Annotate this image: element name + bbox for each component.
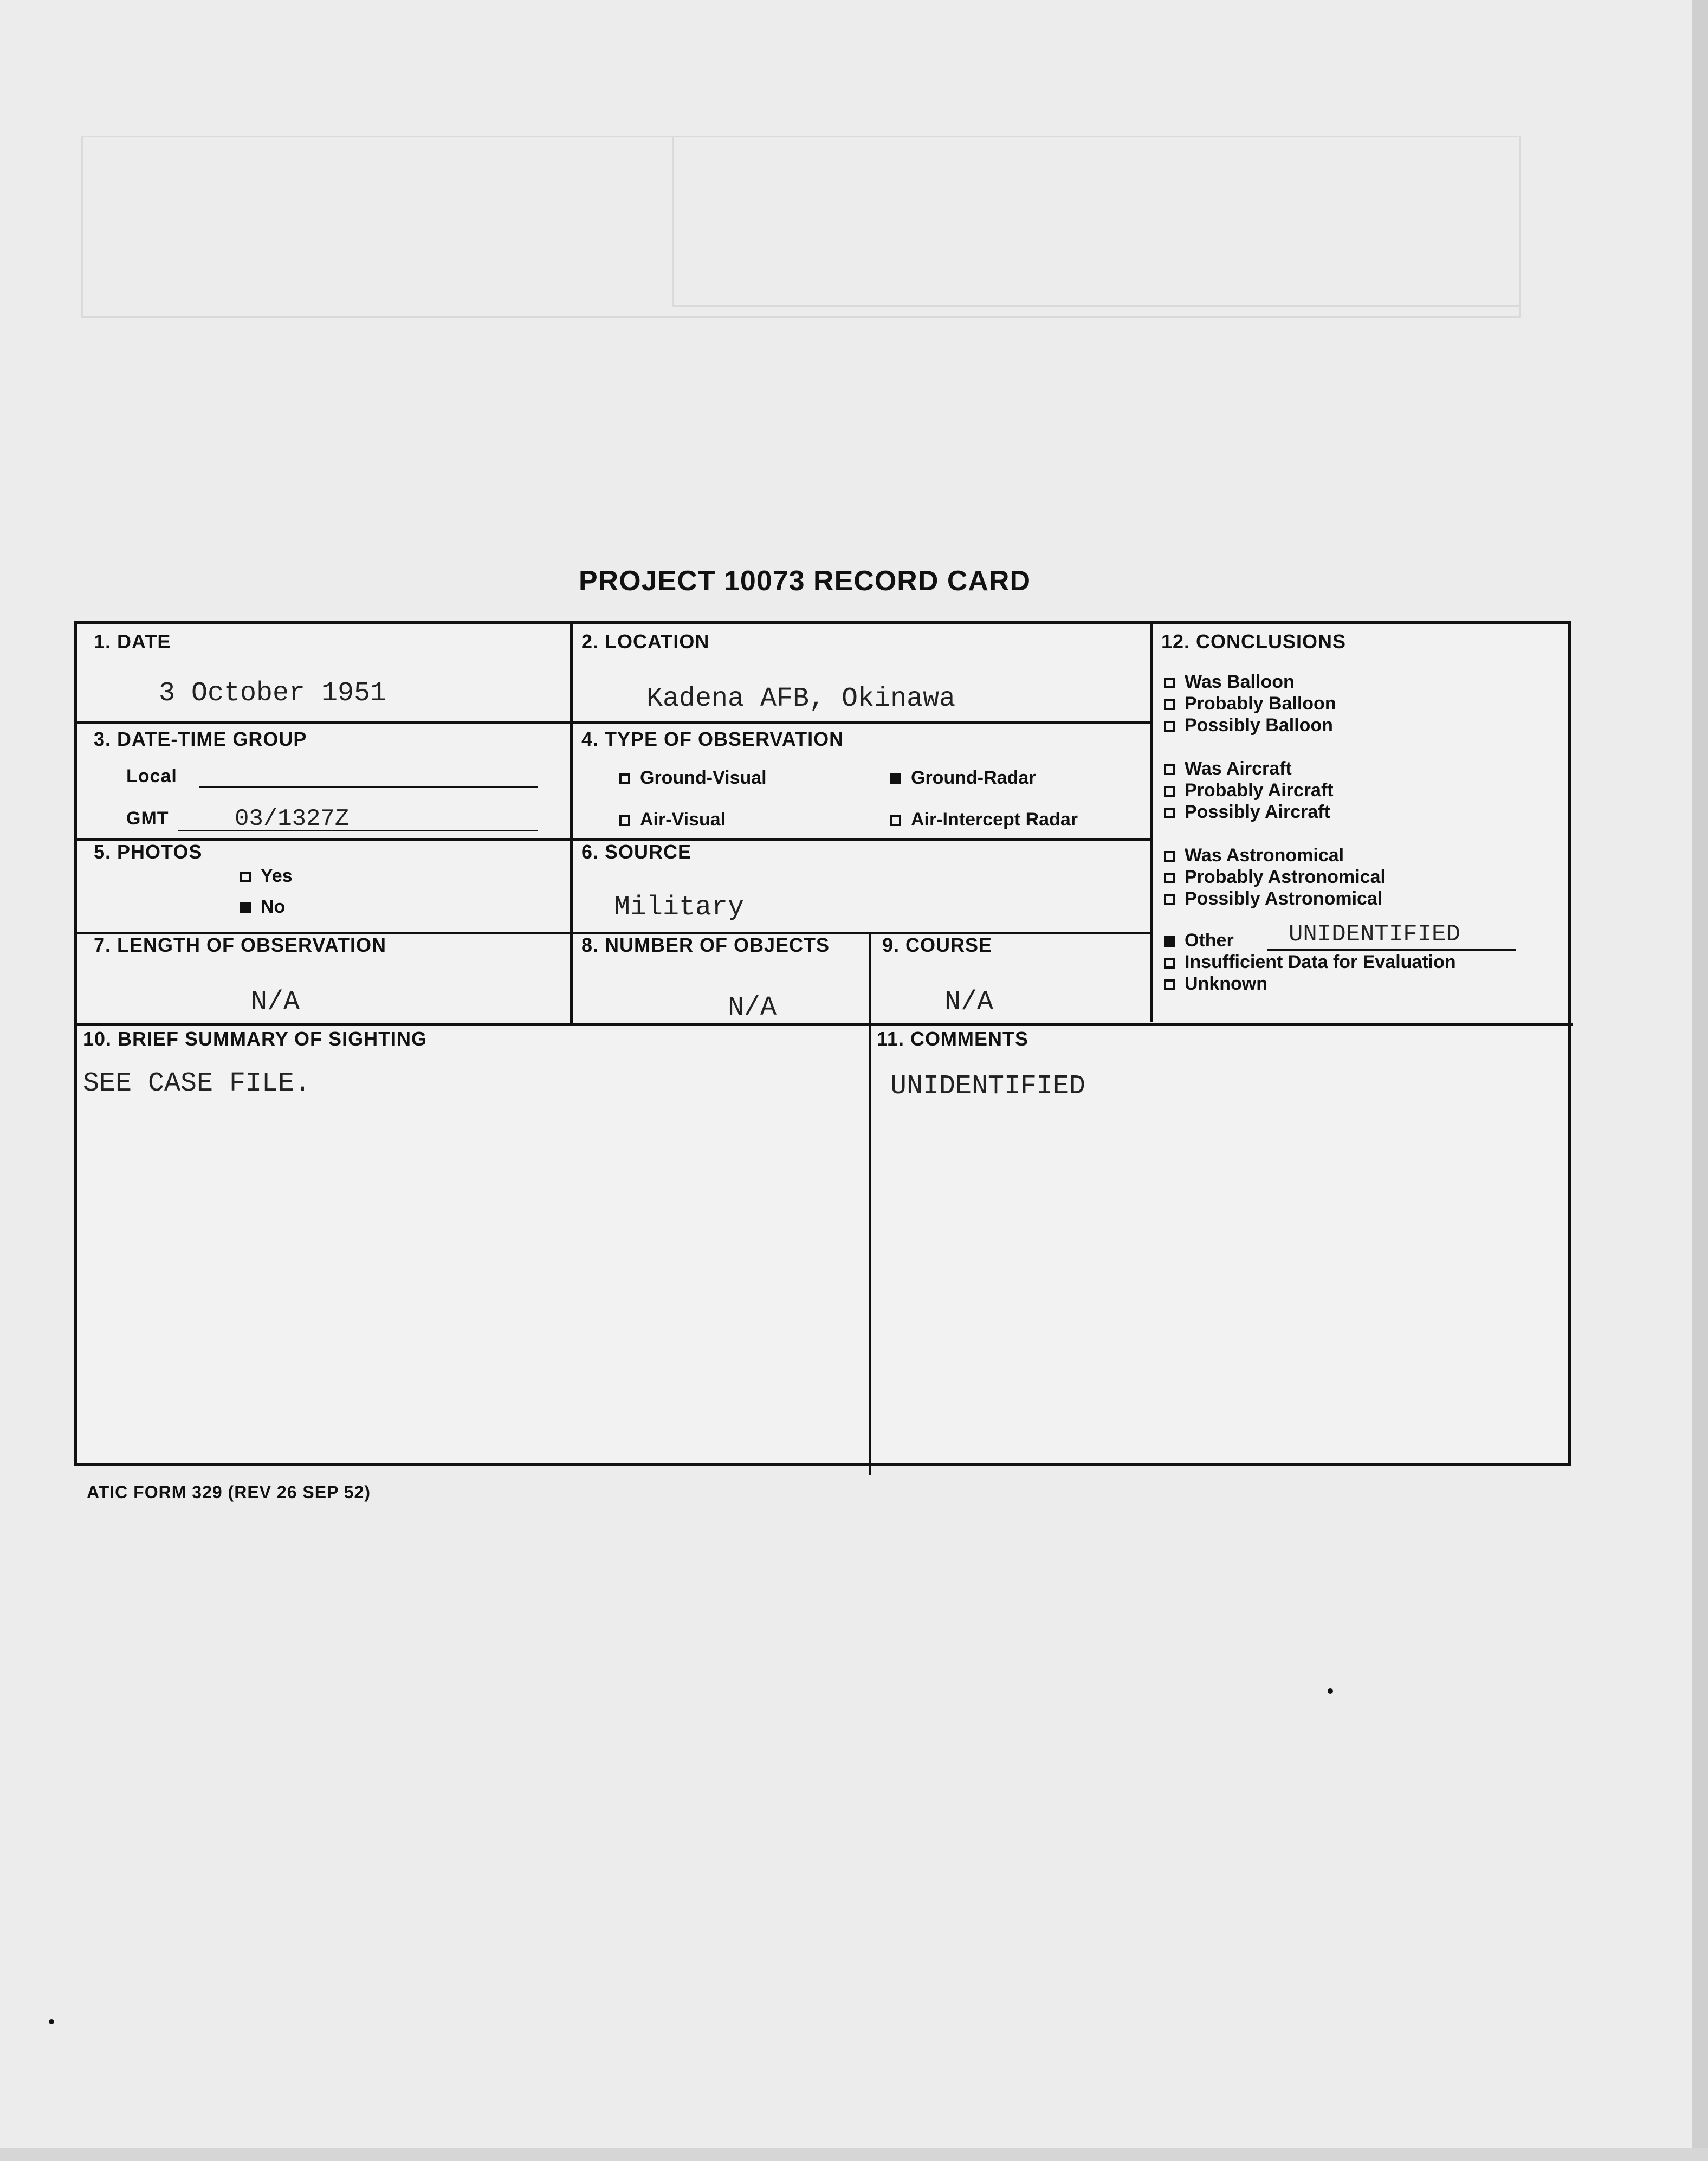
checkbox-icon [1164, 786, 1175, 797]
option-label: Was Astronomical [1185, 845, 1344, 866]
option-label: Insufficient Data for Evaluation [1185, 952, 1456, 972]
scan-edge [1692, 0, 1708, 2161]
date-label: 1. DATE [94, 630, 171, 653]
option-label: Ground-Visual [640, 767, 767, 788]
option-label: Probably Balloon [1185, 693, 1336, 714]
location-label: 2. LOCATION [581, 630, 710, 653]
option-label: Possibly Astronomical [1185, 888, 1383, 909]
card-title: PROJECT 10073 RECORD CARD [578, 565, 1031, 597]
checked-checkbox-icon [890, 773, 901, 784]
checkbox-icon [1164, 979, 1175, 990]
location-value: Kadena AFB, Okinawa [646, 683, 956, 714]
checkbox-icon [1164, 808, 1175, 818]
option-label: Air-Visual [640, 809, 726, 830]
conclusion-was-aircraft [1164, 758, 1292, 779]
other-value: UNIDENTIFIED [1289, 921, 1460, 948]
conclusion-unknown [1164, 973, 1267, 995]
checkbox-icon [1164, 873, 1175, 883]
option-label: Was Balloon [1185, 672, 1295, 692]
other-line [1267, 949, 1516, 951]
course-value: N/A [944, 987, 994, 1018]
number-of-objects-value: N/A [728, 992, 777, 1023]
comments-label: 11. COMMENTS [877, 1028, 1029, 1050]
divider [77, 1023, 1573, 1026]
divider [77, 721, 1153, 724]
divider [570, 624, 573, 1025]
gmt-value: 03/1327Z [235, 805, 350, 833]
conclusion-was-balloon [1164, 672, 1295, 693]
date-time-group-label: 3. DATE-TIME GROUP [94, 728, 307, 750]
date-value: 3 October 1951 [159, 678, 387, 709]
option-label: Probably Aircraft [1185, 780, 1334, 801]
form-id: ATIC FORM 329 (REV 26 SEP 52) [87, 1482, 371, 1502]
course-label: 9. COURSE [882, 934, 993, 956]
length-of-observation-value: N/A [251, 987, 300, 1018]
option-label: Probably Astronomical [1185, 867, 1386, 887]
local-line [199, 786, 538, 788]
conclusion-possibly-balloon [1164, 715, 1333, 736]
conclusion-possibly-aircraft [1164, 802, 1330, 823]
brief-summary-label: 10. BRIEF SUMMARY OF SIGHTING [83, 1028, 428, 1050]
conclusions-label: 12. CONCLUSIONS [1161, 630, 1347, 653]
conclusion-was-astronomical [1164, 845, 1344, 866]
option-label: Possibly Aircraft [1185, 802, 1330, 822]
checkbox-icon [1164, 721, 1175, 732]
option-label: Yes [261, 866, 293, 886]
checkbox-icon [619, 773, 630, 784]
dust-speck [49, 2019, 54, 2024]
checked-checkbox-icon [240, 902, 251, 913]
source-label: 6. SOURCE [581, 841, 692, 863]
brief-summary-value: SEE CASE FILE. [83, 1068, 311, 1099]
option-air-intercept-radar [890, 809, 1078, 830]
option-label: Was Aircraft [1185, 758, 1292, 779]
type-of-observation-label: 4. TYPE OF OBSERVATION [581, 728, 844, 750]
checkbox-icon [1164, 958, 1175, 969]
checkbox-icon [1164, 851, 1175, 862]
option-label: Ground-Radar [911, 767, 1036, 788]
checkbox-icon [1164, 678, 1175, 688]
divider [869, 933, 871, 1475]
checked-checkbox-icon [1164, 936, 1175, 947]
option-label: Unknown [1185, 973, 1267, 994]
record-card [74, 621, 1571, 1466]
checkbox-icon [1164, 699, 1175, 710]
option-label: Possibly Balloon [1185, 715, 1333, 736]
gmt-line [178, 830, 538, 831]
gmt-label: GMT [126, 808, 169, 829]
checkbox-icon [1164, 764, 1175, 775]
conclusion-insufficient-data [1164, 952, 1456, 973]
option-label: Other [1185, 930, 1234, 951]
checkbox-icon [1164, 894, 1175, 905]
conclusion-probably-astronomical [1164, 867, 1386, 888]
bleed-through-box [672, 136, 1521, 307]
checkbox-icon [619, 815, 630, 826]
length-of-observation-label: 7. LENGTH OF OBSERVATION [94, 934, 387, 956]
option-ground-radar [890, 767, 1036, 789]
dust-speck [1328, 1688, 1333, 1694]
option-photos-yes [240, 866, 293, 887]
option-air-visual [619, 809, 726, 830]
checkbox-icon [890, 815, 901, 826]
option-photos-no [240, 896, 285, 918]
scan-bottom-edge [0, 2148, 1708, 2161]
option-label: No [261, 896, 286, 917]
source-value: Military [614, 892, 745, 923]
local-label: Local [126, 766, 177, 786]
number-of-objects-label: 8. NUMBER OF OBJECTS [581, 934, 830, 956]
checkbox-icon [240, 872, 251, 882]
conclusion-probably-balloon [1164, 693, 1336, 714]
conclusion-other [1164, 930, 1234, 951]
conclusion-possibly-astronomical [1164, 888, 1382, 909]
conclusion-probably-aircraft [1164, 780, 1334, 801]
photos-label: 5. PHOTOS [94, 841, 203, 863]
option-label: Air-Intercept Radar [911, 809, 1078, 830]
option-ground-visual [619, 767, 767, 789]
divider [1150, 624, 1153, 1022]
comments-value: UNIDENTIFIED [890, 1071, 1086, 1102]
